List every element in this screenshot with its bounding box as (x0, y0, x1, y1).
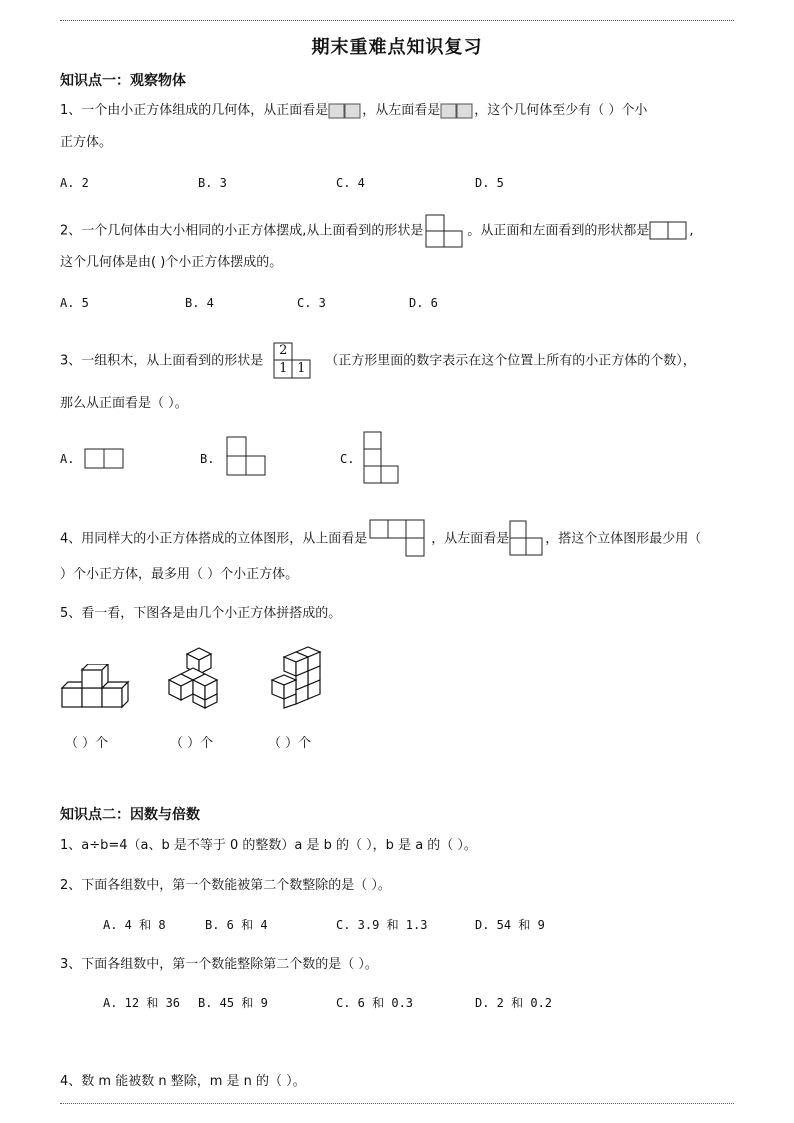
q3-text-b: （正方形里面的数字表示在这个位置上所有的小正方体的个数）， (325, 353, 696, 369)
s2-q3-option-b: B. 45 和 9 (198, 996, 268, 1010)
q2-top-view-figure (425, 214, 465, 248)
q1-line2: 正方体。 (60, 135, 113, 150)
q5-answer-2[interactable]: （ ）个 (170, 736, 214, 751)
q3-line1 (60, 342, 696, 380)
q4-line1 (60, 519, 701, 559)
q3-line2: 那么从正面看是（ ）。 (60, 396, 188, 411)
q3-grid-number-top: 2 (279, 343, 288, 358)
q1-option-a: A. 2 (60, 176, 89, 190)
q4-text-c: ，搭这个立体图形最少用（ (545, 531, 702, 547)
s2-q3-option-d: D. 2 和 0.2 (475, 996, 553, 1010)
q5-figure-1 (60, 664, 132, 710)
page-title: 期末重难点知识复习 (311, 37, 483, 58)
q3-option-b-figure (226, 436, 268, 478)
q4-left-view-figure (509, 520, 545, 558)
q4-top-view-figure (369, 519, 429, 559)
q3-grid-number-bottom-left: 1 (279, 361, 288, 376)
q2-text-c: , (689, 223, 694, 239)
q3-option-a: A. (60, 452, 75, 466)
q2-option-b: B. 4 (185, 296, 214, 310)
q3-option-b: B. (200, 452, 215, 466)
s2-q3-option-c: C. 6 和 0.3 (336, 996, 414, 1010)
bottom-rule (60, 1103, 734, 1104)
q5-line1: 5、看一看，下图各是由几个小正方体拼搭成的。 (60, 606, 342, 621)
q4-text-b: ，从左面看是 (431, 531, 510, 547)
q1-left-view-figure (440, 103, 474, 119)
q5-figure-2 (168, 646, 230, 710)
q3-grid-number-bottom-right: 1 (297, 361, 306, 376)
s2-q2: 2、下面各组数中，第一个数能被第二个数整除的是（ ）。 (60, 878, 391, 893)
q5-answer-1[interactable]: （ ）个 (65, 736, 109, 751)
q5-figure-3 (268, 646, 330, 710)
q3-option-a-figure (84, 448, 126, 470)
section2-heading: 知识点二：因数与倍数 (60, 807, 200, 823)
q1-option-c: C. 4 (336, 176, 365, 190)
q3-option-c-figure (363, 431, 403, 485)
q1-option-b: B. 3 (198, 176, 227, 190)
q2-option-a: A. 5 (60, 296, 89, 310)
q2-option-d: D. 6 (409, 296, 438, 310)
q3-option-c: C. (340, 452, 355, 466)
s2-q2-option-d: D. 54 和 9 (475, 918, 545, 932)
q2-text-a: 2、一个几何体由大小相同的小正方体摆成,从上面看到的形状是 (60, 223, 424, 239)
q2-text-b: 。从正面和左面看到的形状都是 (467, 223, 650, 239)
q2-line1 (60, 214, 694, 248)
q1-line1 (60, 101, 647, 121)
s2-q3-option-a: A. 12 和 36 (103, 996, 181, 1010)
q1-option-d: D. 5 (475, 176, 504, 190)
q3-top-view-grid (273, 342, 315, 380)
s2-q1: 1、a÷b=4（a、b 是不等于 0 的整数）a 是 b 的（ ），b 是 a 的（ ）。 (60, 838, 477, 853)
q1-text-a: 1、一个由小正方体组成的几何体，从正面看是 (60, 103, 329, 118)
s2-q2-option-c: C. 3.9 和 1.3 (336, 918, 428, 932)
s2-q2-option-a: A. 4 和 8 (103, 918, 166, 932)
q1-front-view-figure (328, 103, 362, 119)
q2-option-c: C. 3 (297, 296, 326, 310)
s2-q2-option-b: B. 6 和 4 (205, 918, 268, 932)
q2-side-view-figure (649, 221, 689, 241)
q4-text-a: 4、用同样大的小正方体搭成的立体图形，从上面看是 (60, 531, 368, 547)
top-rule (60, 20, 734, 21)
q5-answer-3[interactable]: （ ）个 (268, 736, 312, 751)
s2-q4: 4、数 m 能被数 n 整除，m 是 n 的（ ）。 (60, 1074, 306, 1089)
q2-line2: 这个几何体是由( )个小正方体摆成的。 (60, 255, 283, 270)
section1-heading: 知识点一：观察物体 (60, 73, 186, 89)
q1-text-c: ，这个几何体至少有（ ）个小 (474, 103, 648, 118)
q4-line2: ）个小正方体，最多用（ ）个小正方体。 (60, 567, 299, 582)
s2-q3: 3、下面各组数中，第一个数能整除第二个数的是（ ）。 (60, 957, 378, 972)
q3-text-a: 3、一组积木，从上面看到的形状是 (60, 353, 264, 369)
q1-text-b: ，从左面看是 (362, 103, 441, 118)
